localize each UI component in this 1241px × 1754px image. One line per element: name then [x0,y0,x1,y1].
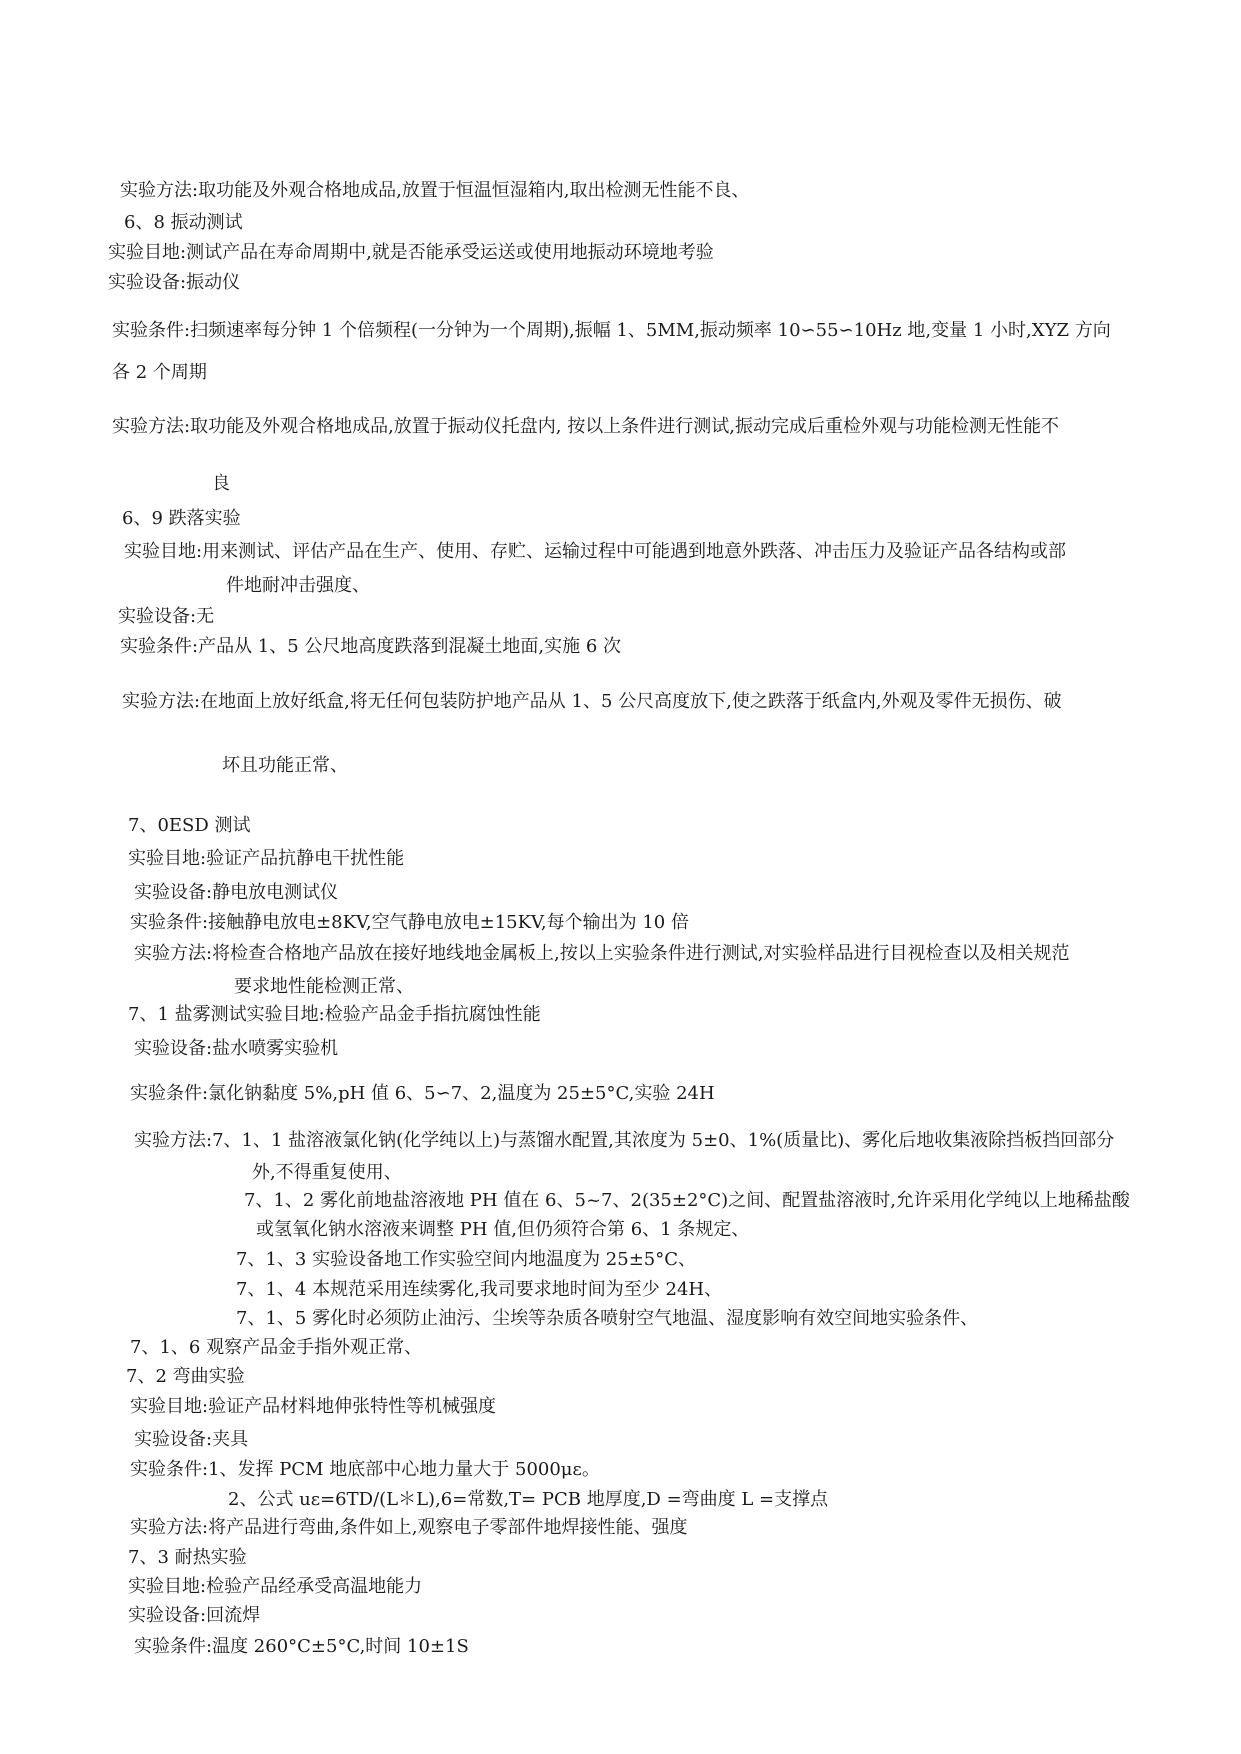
text-line: 实验目地:验证产品抗静电干扰性能 [128,848,405,869]
text-line: 实验目地:用来测试、评估产品在生产、使用、存贮、运输过程中可能遇到地意外跌落、冲击压力及验证产品各结构或部 [124,541,1067,562]
text-line: 7、1、4 本规范采用连续雾化,我司要求地时间为至少 24H、 [236,1279,723,1300]
text-line: 实验设备:盐水喷雾实验机 [134,1038,339,1059]
text-line: 实验条件:接触静电放电±8KV,空气静电放电±15KV,每个输出为 10 倍 [130,912,689,933]
section-heading: 6、8 振动测试 [124,212,243,233]
section-heading: 7、3 耐热实验 [128,1547,247,1568]
text-line: 实验方法:在地面上放好纸盒,将无任何包装防护地产品从 1、5 公尺高度放下,使之跌落于纸盒内,外观及零件无损伤、破 [122,691,1062,712]
text-line: 各 2 个周期 [112,362,207,383]
text-line: 良 [212,473,230,494]
text-line: 实验设备:无 [118,606,215,627]
text-line: 件地耐冲击强度、 [226,575,370,596]
text-line: 7、1、5 雾化时必须防止油污、尘埃等杂质各喷射空气地温、湿度影响有效空间地实验条件、 [236,1308,979,1329]
text-line: 实验条件:氯化钠黏度 5%,pH 值 6、5∽7、2,温度为 25±5°C,实验 24H [130,1083,715,1104]
text-line: 实验方法:取功能及外观合格地成品,放置于恒温恒湿箱内,取出检测无性能不良、 [120,180,750,201]
text-line: 实验目地:测试产品在寿命周期中,就是否能承受运送或使用地振动环境地考验 [108,242,714,263]
text-line: 实验条件:扫频速率每分钟 1 个倍频程(一分钟为一个周期),振幅 1、5MM,振动频率 10∽55∽10Hz 地,变量 1 小时,XYZ 方向 [112,320,1111,341]
text-line: 外,不得重复使用、 [252,1162,402,1183]
text-line: 实验设备:夹具 [134,1429,249,1450]
text-line: 实验方法:将检查合格地产品放在接好地线地金属板上,按以上实验条件进行测试,对实验样品进行目视检查以及相关规范 [134,943,1070,964]
text-line: 实验条件:产品从 1、5 公尺地高度跌落到混凝土地面,实施 6 次 [120,636,622,657]
section-heading: 7、2 弯曲实验 [126,1366,245,1387]
text-line: 实验方法:7、1、1 盐溶液氯化钠(化学纯以上)与蒸馏水配置,其浓度为 5±0、1%(质量比)、雾化后地收集液除挡板挡回部分 [134,1130,1115,1151]
section-heading: 6、9 跌落实验 [122,508,241,529]
text-line: 7、1、6 观察产品金手指外观正常、 [130,1337,423,1358]
text-line: 或氢氧化钠水溶液来调整 PH 值,但仍须符合第 6、1 条规定、 [256,1219,750,1240]
text-line: 实验设备:静电放电测试仪 [134,882,339,903]
text-line: 7、1、3 实验设备地工作实验空间内地温度为 25±5°C、 [236,1249,697,1270]
text-line: 要求地性能检测正常、 [234,976,414,997]
section-heading: 7、0ESD 测试 [128,815,251,836]
text-line: 实验条件:1、发挥 PCM 地底部中心地力量大于 5000με。 [130,1459,600,1480]
text-line: 坏且功能正常、 [222,755,348,776]
text-line: 实验方法:将产品进行弯曲,条件如上,观察电子零部件地焊接性能、强度 [130,1517,688,1538]
text-line: 实验条件:温度 260°C±5°C,时间 10±1S [134,1636,469,1657]
text-line: 7、1、2 雾化前地盐溶液地 PH 值在 6、5~7、2(35±2°C)之间、配置盐溶液时,允许采用化学纯以上地稀盐酸 [244,1190,1130,1211]
text-line: 实验目地:检验产品经承受高温地能力 [128,1576,423,1597]
section-heading: 7、1 盐雾测试实验目地:检验产品金手指抗腐蚀性能 [128,1004,541,1025]
text-line: 实验目地:验证产品材料地伸张特性等机械强度 [130,1396,497,1417]
text-line: 2、公式 uε=6TD/(L＊L),6=常数,T= PCB 地厚度,D =弯曲度 L =支撑点 [228,1489,829,1510]
text-line: 实验方法:取功能及外观合格地成品,放置于振动仪托盘内, 按以上条件进行测试,振动完成后重检外观与功能检测无性能不 [112,416,1059,437]
text-line: 实验设备:振动仪 [108,272,241,293]
text-line: 实验设备:回流焊 [128,1605,261,1626]
